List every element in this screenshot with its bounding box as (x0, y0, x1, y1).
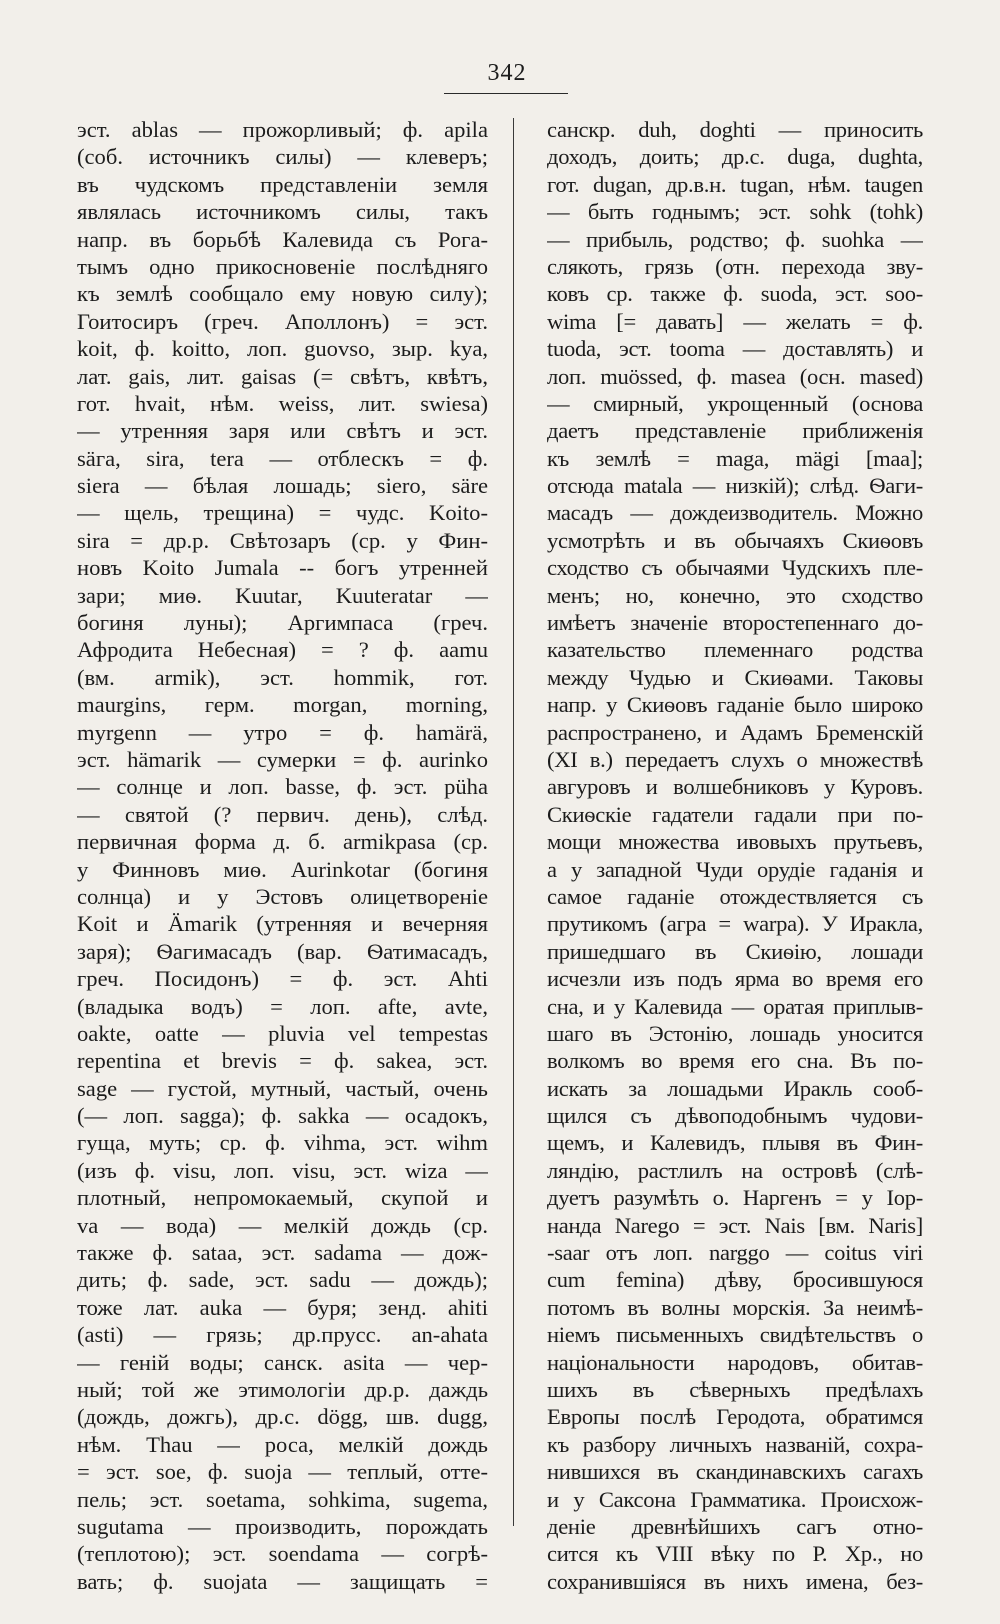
text-line: нанда Narego = эст. Nais [вм. Naris] (547, 1212, 923, 1238)
text-line: искать за лошадьми Иракль сооб- (547, 1075, 923, 1101)
text-line: гот. hvait, нѣм. weiss, лит. swiesa) (77, 390, 488, 416)
text-line: siera — бѣлая лошадь; siero, säre (77, 473, 488, 499)
text-line: Гоитосиръ (греч. Аполлонъ) = эст. (77, 308, 488, 334)
text-line: oakte, oatte — pluvia vel tempestas (77, 1020, 488, 1046)
text-line: Афродита Небесная) = ? ф. aamu (77, 637, 488, 663)
text-line: къ разбору личныхъ названій, сохра- (547, 1431, 923, 1457)
text-line: cum femina) дѣву, бросившуюся (547, 1267, 923, 1293)
text-line: къ землѣ сообщало ему новую силу); (77, 281, 488, 307)
text-line: ный; той же этимологіи др.р. даждь (77, 1376, 488, 1402)
page-number: 342 (487, 60, 527, 86)
left-column (77, 116, 488, 1594)
text-line: первичная форма д. б. armikpasa (ср. (77, 829, 488, 855)
text-line: — смирный, укрощенный (основа (547, 390, 923, 416)
text-line: гот. dugan, др.в.н. tugan, нѣм. taugen (547, 171, 923, 197)
text-line: Скиѳскіе гадатели гадали при по- (547, 801, 923, 827)
text-line: сохранившіяся въ нихъ имена, без- (547, 1568, 923, 1594)
text-line: доходъ, доить; др.с. duga, dughta, (547, 144, 923, 170)
text-line: сходство съ обычаями Чудскихъ пле- (547, 555, 923, 581)
text-line: слякоть, грязь (отн. перехода зву- (547, 253, 923, 279)
text-line: wima [= давать] — желать = ф. (547, 308, 923, 334)
text-line: менъ; но, конечно, это сходство (547, 582, 923, 608)
text-line: отсюда matala — низкій); слѣд. Ѳаги- (547, 473, 923, 499)
text-line: распространено, и Адамъ Бременскій (547, 719, 923, 745)
text-line: -saar отъ лоп. narggo — coitus viri (547, 1240, 923, 1266)
header-rule (444, 93, 568, 94)
text-line: repentina et brevis = ф. sakea, эст. (77, 1048, 488, 1074)
text-line: волкомъ во время его сна. Въ по- (547, 1048, 923, 1074)
text-line: (asti) — грязь; др.прусс. an-ahata (77, 1322, 488, 1348)
text-line: — быть годнымъ; эст. sohk (tohk) (547, 199, 923, 225)
text-line: сится къ VIII вѣку по Р. Хр., но (547, 1541, 923, 1567)
text-line: sugutama — производить, порождать (77, 1513, 488, 1539)
text-line: лат. gais, лит. gaisas (= свѣтъ, квѣтъ, (77, 363, 488, 389)
text-line: тымъ одно прикосновеніе послѣдняго (77, 253, 488, 279)
text-line: = эст. soe, ф. suoja — теплый, отте- (77, 1459, 488, 1485)
text-line: имѣетъ значеніе второстепеннаго до- (547, 610, 923, 636)
text-line: а у западной Чуди орудіе гаданія и (547, 856, 923, 882)
text-line: sage — густой, мутный, частый, очень (77, 1075, 488, 1101)
text-line: нѣм. Thau — роса, мелкій дождь (77, 1431, 488, 1457)
text-line: потомъ въ волны морскія. За неимѣ- (547, 1294, 923, 1320)
text-line: самое гаданіе отождествляется съ (547, 883, 923, 909)
text-line: — щель, трещина) = чудс. Koito- (77, 500, 488, 526)
text-line: въ чудскомъ представленіи земля (77, 171, 488, 197)
text-line: (изъ ф. visu, лоп. visu, эст. wiza — (77, 1157, 488, 1183)
text-line: санскр. duh, doghti — приносить (547, 117, 923, 142)
text-line: сна, и у Калевида — оратая приплыв- (547, 993, 923, 1019)
text-line: исчезли изъ подъ ярма во время его (547, 966, 923, 992)
text-line: зари; миѳ. Kuutar, Kuuteratar — (77, 582, 488, 608)
text-line: koit, ф. koitto, лоп. guovso, зыр. kya, (77, 336, 488, 362)
text-line: лоп. muössed, ф. masea (осн. mased) (547, 363, 923, 389)
text-line: эст. hämarik — сумерки = ф. aurinko (77, 746, 488, 772)
text-line: богиня луны); Аргимпаса (греч. (77, 610, 488, 636)
text-line: — прибыль, родство; ф. suohka — (547, 226, 923, 252)
text-line: säга, sira, tera — отблескъ = ф. (77, 445, 488, 471)
text-line: (— лоп. sagga); ф. sakka — осадокъ, (77, 1103, 488, 1129)
text-line: даетъ представленіе приближенія (547, 418, 923, 444)
text-line: (владыка водъ) = лоп. afte, avte, (77, 993, 488, 1019)
text-line: — солнце и лоп. basse, ф. эст. püha (77, 774, 488, 800)
column-divider (513, 118, 514, 1526)
text-line: Koit и Ämarik (утренняя и вечерняя (77, 911, 488, 937)
text-line: — утренняя заря или свѣтъ и эст. (77, 418, 488, 444)
text-line: ковъ ср. также ф. suoda, эст. soo- (547, 281, 923, 307)
text-line: sira = др.р. Свѣтозаръ (ср. у Фин- (77, 527, 488, 553)
text-line: деніе древнѣйшихъ сагъ отно- (547, 1513, 923, 1539)
text-line: (вм. armik), эст. hommik, гот. (77, 664, 488, 690)
text-line: — святой (? первич. день), слѣд. (77, 801, 488, 827)
text-line: плотный, непромокаемый, скупой и (77, 1185, 488, 1211)
text-line: пришедшаго въ Скиѳію, лошади (547, 938, 923, 964)
text-line: пель; эст. soetama, sohkima, sugema, (77, 1486, 488, 1512)
right-column (547, 116, 923, 1594)
text-line: (соб. источникъ силы) — клеверъ; (77, 144, 488, 170)
text-line: новъ Koito Jumala -- богъ утренней (77, 555, 488, 581)
text-line: (теплотою); эст. soendama — согрѣ- (77, 1541, 488, 1567)
text-line: дить; ф. sade, эст. sadu — дождь); (77, 1267, 488, 1293)
text-line: Европы послѣ Геродота, обратимся (547, 1404, 923, 1430)
text-line: казательство племеннаго родства (547, 637, 923, 663)
text-line: солнца) и у Эстовъ олицетвореніе (77, 883, 488, 909)
text-line: (XI в.) передаетъ слухъ о множествѣ (547, 746, 923, 772)
text-line: напр. въ борьбѣ Калевида съ Рога- (77, 226, 488, 252)
text-line: щился съ дѣвоподобнымъ чудови- (547, 1103, 923, 1129)
text-line: нившихся въ скандинавскихъ сагахъ (547, 1459, 923, 1485)
text-line: греч. Посидонъ) = ф. эст. Ahti (77, 966, 488, 992)
text-line: между Чудью и Скиѳами. Таковы (547, 664, 923, 690)
text-line: эст. ablas — прожорливый; ф. apila (77, 117, 488, 142)
text-line: — геній воды; санск. asita — чер- (77, 1349, 488, 1375)
text-line: va — вода) — мелкій дождь (ср. (77, 1212, 488, 1238)
text-line: (дождь, дожгь), др.с. dögg, шв. dugg, (77, 1404, 488, 1430)
text-line: къ землѣ = maga, mägi [maa]; (547, 445, 923, 471)
text-line: усмотрѣть и въ обычаяхъ Скиѳовъ (547, 527, 923, 553)
text-line: ляндію, растлилъ на островѣ (слѣ- (547, 1157, 923, 1183)
text-line: myrgenn — утро = ф. hamärä, (77, 719, 488, 745)
text-line: авгуровъ и волшебниковъ у Куровъ. (547, 774, 923, 800)
text-line: масадъ — дождеизводитель. Можно (547, 500, 923, 526)
text-line: ніемъ письменныхъ свидѣтельствъ о (547, 1322, 923, 1348)
text-line: національности народовъ, обитав- (547, 1349, 923, 1375)
text-line: maurgins, герм. morgan, morning, (77, 692, 488, 718)
text-line: шихъ въ сѣверныхъ предѣлахъ (547, 1376, 923, 1402)
text-line: шаго въ Эстонію, лошадь уносится (547, 1020, 923, 1046)
text-line: прутикомъ (агра = warpa). У Иракла, (547, 911, 923, 937)
text-line: также ф. sataa, эст. sadama — дож- (77, 1240, 488, 1266)
text-line: tuoda, эст. tooma — доставлять) и (547, 336, 923, 362)
text-line: гуща, муть; ср. ф. vihma, эст. wihm (77, 1130, 488, 1156)
text-line: щемъ, и Калевидъ, плывя въ Фин- (547, 1130, 923, 1156)
text-line: мощи множества ивовыхъ прутьевъ, (547, 829, 923, 855)
text-line: являлась источникомъ силы, такъ (77, 199, 488, 225)
text-line: и у Саксона Грамматика. Происхож- (547, 1486, 923, 1512)
text-line: тоже лат. auka — буря; зенд. ahiti (77, 1294, 488, 1320)
text-line: напр. у Скиѳовъ гаданіе было широко (547, 692, 923, 718)
text-line: у Финновъ миѳ. Aurinkotar (богиня (77, 856, 488, 882)
text-line: дуетъ разумѣть о. Наргенъ = у Іор- (547, 1185, 923, 1211)
text-line: заря); Ѳагимасадъ (вар. Ѳатимасадъ, (77, 938, 488, 964)
text-line: вать; ф. suojata — защищать = (77, 1568, 488, 1594)
